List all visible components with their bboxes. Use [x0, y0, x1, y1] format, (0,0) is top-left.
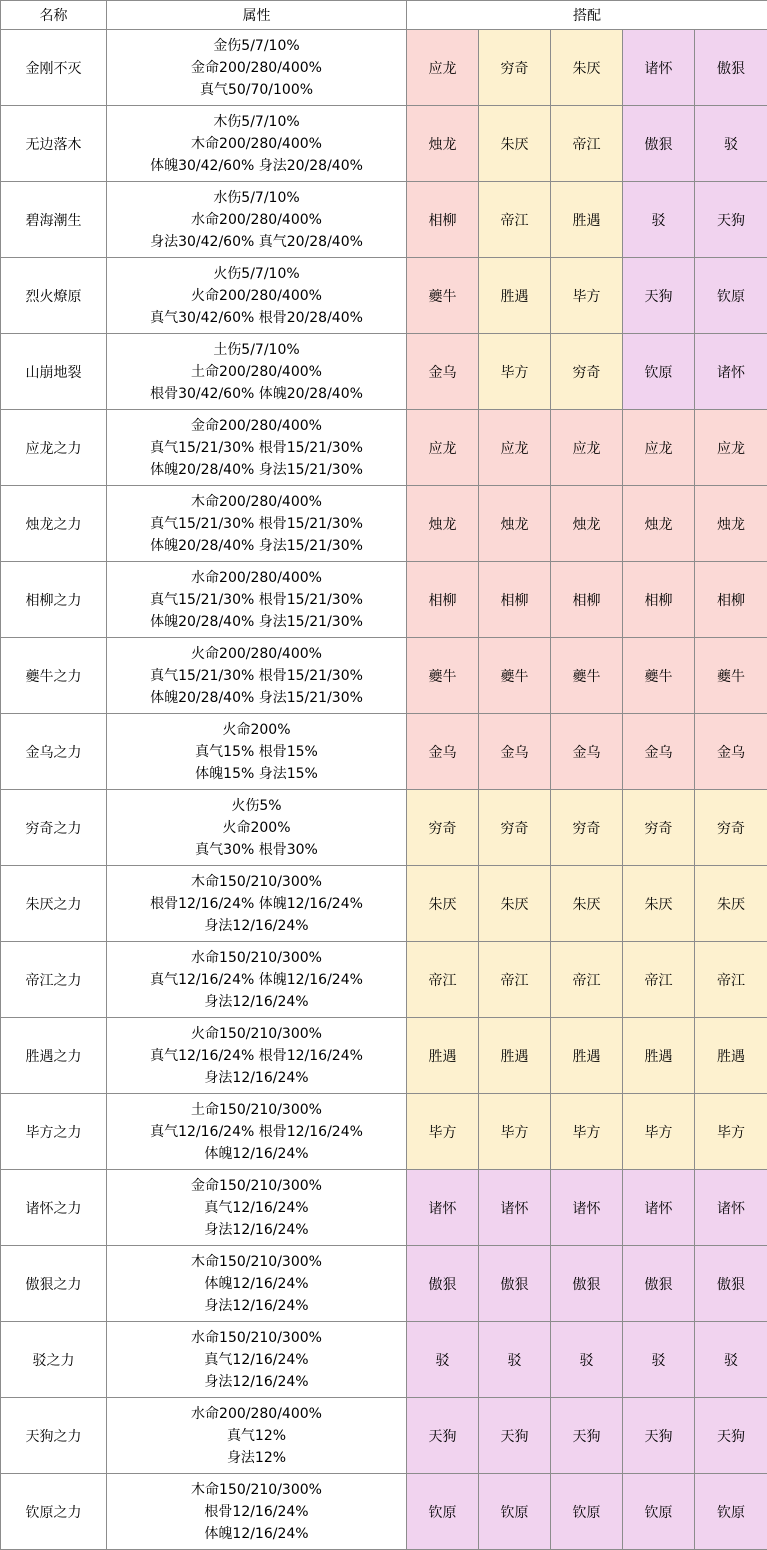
combo-cell: 相柳 [623, 562, 695, 638]
attribute-line: 身法12% [226, 1449, 287, 1466]
attribute-line: 金命200/280/400% [191, 417, 322, 434]
combo-cell: 钦原 [695, 1474, 767, 1550]
row-attributes [107, 1474, 407, 1550]
row-attributes [107, 182, 407, 258]
table-row [1, 106, 767, 182]
combo-cell: 应龙 [551, 410, 623, 486]
combo-cell: 毕方 [695, 1094, 767, 1170]
attribute-line: 真气50/70/100% [199, 81, 314, 98]
combo-cell: 朱厌 [551, 866, 623, 942]
combo-cell: 朱厌 [479, 106, 551, 182]
combo-cell: 钦原 [695, 258, 767, 334]
attribute-line: 火命200% [222, 819, 291, 836]
row-name: 山崩地裂 [1, 334, 107, 410]
table-row [1, 30, 767, 106]
attribute-line: 体魄20/28/40% 身法15/21/30% [150, 613, 363, 630]
combo-cell: 穷奇 [623, 790, 695, 866]
row-name: 应龙之力 [1, 410, 107, 486]
attribute-line: 火命200/280/400% [191, 287, 322, 304]
table-row [1, 942, 767, 1018]
header-attributes: 属性 [107, 1, 407, 30]
combo-cell: 应龙 [479, 410, 551, 486]
combo-cell: 钦原 [623, 1474, 695, 1550]
attribute-line: 木命150/210/300% [191, 1253, 322, 1270]
attribute-line: 火命200% [222, 721, 291, 738]
combo-cell: 傲狠 [623, 106, 695, 182]
combo-cell: 烛龙 [407, 486, 479, 562]
combo-cell: 诸怀 [551, 1170, 623, 1246]
attribute-line: 根骨12/16/24% [204, 1503, 309, 1520]
row-name: 金刚不灭 [1, 30, 107, 106]
attribute-line: 身法12/16/24% [204, 1373, 309, 1390]
combo-cell: 毕方 [623, 1094, 695, 1170]
row-attributes [107, 1018, 407, 1094]
row-attributes [107, 1170, 407, 1246]
row-name: 天狗之力 [1, 1398, 107, 1474]
row-attributes [107, 942, 407, 1018]
combo-cell: 天狗 [623, 1398, 695, 1474]
combo-cell: 金乌 [695, 714, 767, 790]
row-attributes [107, 1094, 407, 1170]
table-row [1, 410, 767, 486]
combo-cell: 驳 [407, 1322, 479, 1398]
row-name: 烈火燎原 [1, 258, 107, 334]
combo-cell: 夔牛 [623, 638, 695, 714]
combo-cell: 胜遇 [551, 182, 623, 258]
row-name: 胜遇之力 [1, 1018, 107, 1094]
attribute-line: 身法12/16/24% [204, 1221, 309, 1238]
combo-cell: 驳 [695, 106, 767, 182]
attribute-line: 真气12/16/24% 根骨12/16/24% [150, 1123, 363, 1140]
combo-cell: 毕方 [407, 1094, 479, 1170]
combo-cell: 穷奇 [479, 790, 551, 866]
header-row [1, 1, 767, 30]
combo-cell: 傲狠 [479, 1246, 551, 1322]
row-name: 傲狠之力 [1, 1246, 107, 1322]
combo-cell: 诸怀 [623, 1170, 695, 1246]
combo-cell: 傲狠 [407, 1246, 479, 1322]
combo-cell: 诸怀 [407, 1170, 479, 1246]
combo-cell: 驳 [623, 1322, 695, 1398]
attribute-line: 金命200/280/400% [191, 59, 322, 76]
combo-cell: 钦原 [623, 334, 695, 410]
combo-cell: 相柳 [407, 562, 479, 638]
combo-cell: 朱厌 [479, 866, 551, 942]
combo-cell: 金乌 [407, 714, 479, 790]
row-attributes [107, 790, 407, 866]
attribute-line: 真气12/16/24% [204, 1351, 309, 1368]
attribute-line: 身法12/16/24% [204, 917, 309, 934]
combo-cell: 帝江 [623, 942, 695, 1018]
table-row [1, 258, 767, 334]
attribute-line: 体魄20/28/40% 身法15/21/30% [150, 537, 363, 554]
combo-cell: 帝江 [695, 942, 767, 1018]
combo-cell: 烛龙 [407, 106, 479, 182]
combo-cell: 钦原 [551, 1474, 623, 1550]
attribute-line: 水命200/280/400% [191, 1405, 322, 1422]
combo-cell: 驳 [695, 1322, 767, 1398]
row-attributes [107, 638, 407, 714]
attribute-line: 真气15/21/30% 根骨15/21/30% [150, 515, 363, 532]
combo-cell: 帝江 [407, 942, 479, 1018]
attribute-line: 木伤5/7/10% [213, 113, 300, 130]
table-row [1, 1246, 767, 1322]
attribute-line: 木命200/280/400% [191, 135, 322, 152]
attribute-line: 真气15/21/30% 根骨15/21/30% [150, 439, 363, 456]
table-row [1, 714, 767, 790]
combo-cell: 诸怀 [695, 334, 767, 410]
row-attributes [107, 258, 407, 334]
combo-cell: 胜遇 [479, 258, 551, 334]
combo-cell: 夔牛 [407, 258, 479, 334]
combo-cell: 天狗 [407, 1398, 479, 1474]
attribute-line: 真气12/16/24% 根骨12/16/24% [150, 1047, 363, 1064]
combo-cell: 朱厌 [695, 866, 767, 942]
combo-cell: 相柳 [551, 562, 623, 638]
combo-cell: 穷奇 [551, 334, 623, 410]
table-row [1, 1474, 767, 1550]
combo-cell: 金乌 [407, 334, 479, 410]
combo-cell: 驳 [479, 1322, 551, 1398]
combo-cell: 朱厌 [551, 30, 623, 106]
attribute-line: 真气12/16/24% [204, 1199, 309, 1216]
row-attributes [107, 1322, 407, 1398]
row-name: 金乌之力 [1, 714, 107, 790]
attribute-line: 体魄20/28/40% 身法15/21/30% [150, 689, 363, 706]
header-name: 名称 [1, 1, 107, 30]
row-attributes [107, 714, 407, 790]
combo-cell: 穷奇 [551, 790, 623, 866]
table-row [1, 486, 767, 562]
combo-cell: 毕方 [551, 1094, 623, 1170]
attribute-line: 体魄15% 身法15% [195, 765, 318, 782]
table-row [1, 1170, 767, 1246]
combo-cell: 天狗 [695, 182, 767, 258]
row-name: 钦原之力 [1, 1474, 107, 1550]
combo-cell: 应龙 [695, 410, 767, 486]
row-name: 诸怀之力 [1, 1170, 107, 1246]
attribute-line: 体魄12/16/24% [204, 1275, 309, 1292]
combo-cell: 毕方 [479, 334, 551, 410]
table-row [1, 1398, 767, 1474]
combo-cell: 胜遇 [479, 1018, 551, 1094]
combo-cell: 穷奇 [407, 790, 479, 866]
attribute-line: 水伤5/7/10% [213, 189, 300, 206]
combo-cell: 傲狠 [695, 30, 767, 106]
attribute-line: 火命150/210/300% [191, 1025, 322, 1042]
combo-cell: 烛龙 [695, 486, 767, 562]
row-attributes [107, 1246, 407, 1322]
row-attributes [107, 1398, 407, 1474]
header-combos: 搭配 [407, 1, 767, 30]
combo-cell: 钦原 [407, 1474, 479, 1550]
attribute-line: 身法12/16/24% [204, 1297, 309, 1314]
combo-cell: 应龙 [407, 30, 479, 106]
combo-cell: 天狗 [623, 258, 695, 334]
combo-cell: 诸怀 [695, 1170, 767, 1246]
combo-cell: 诸怀 [623, 30, 695, 106]
table-row [1, 334, 767, 410]
combo-cell: 胜遇 [623, 1018, 695, 1094]
combo-cell: 帝江 [551, 106, 623, 182]
row-attributes [107, 562, 407, 638]
attribute-line: 火伤5% [231, 797, 282, 814]
combo-cell: 傲狠 [695, 1246, 767, 1322]
combo-cell: 夔牛 [479, 638, 551, 714]
row-attributes [107, 866, 407, 942]
combo-cell: 烛龙 [551, 486, 623, 562]
combo-cell: 毕方 [551, 258, 623, 334]
combo-cell: 朱厌 [407, 866, 479, 942]
row-attributes [107, 106, 407, 182]
attribute-line: 真气15/21/30% 根骨15/21/30% [150, 667, 363, 684]
combo-cell: 烛龙 [479, 486, 551, 562]
combo-cell: 金乌 [623, 714, 695, 790]
attribute-line: 土命200/280/400% [191, 363, 322, 380]
attribute-line: 真气30% 根骨30% [195, 841, 318, 858]
attribute-line: 真气15% 根骨15% [195, 743, 318, 760]
table-row [1, 182, 767, 258]
combo-cell: 穷奇 [479, 30, 551, 106]
attribute-line: 根骨12/16/24% 体魄12/16/24% [150, 895, 363, 912]
combo-cell: 胜遇 [407, 1018, 479, 1094]
attribute-line: 木命150/210/300% [191, 873, 322, 890]
attribute-line: 身法12/16/24% [204, 1069, 309, 1086]
combo-cell: 相柳 [407, 182, 479, 258]
attribute-line: 水命150/210/300% [191, 949, 322, 966]
combo-cell: 钦原 [479, 1474, 551, 1550]
combo-cell: 应龙 [407, 410, 479, 486]
table-row [1, 790, 767, 866]
combo-cell: 应龙 [623, 410, 695, 486]
row-name: 相柳之力 [1, 562, 107, 638]
row-name: 朱厌之力 [1, 866, 107, 942]
attribute-line: 体魄12/16/24% [204, 1525, 309, 1542]
attribute-line: 体魄30/42/60% 身法20/28/40% [150, 157, 363, 174]
attribute-line: 木命200/280/400% [191, 493, 322, 510]
combo-cell: 胜遇 [551, 1018, 623, 1094]
combo-cell: 毕方 [479, 1094, 551, 1170]
attribute-line: 体魄20/28/40% 身法15/21/30% [150, 461, 363, 478]
attribute-line: 金伤5/7/10% [213, 37, 300, 54]
combo-cell: 夔牛 [551, 638, 623, 714]
combo-cell: 驳 [551, 1322, 623, 1398]
attribute-line: 身法30/42/60% 真气20/28/40% [150, 233, 363, 250]
combo-cell: 帝江 [551, 942, 623, 1018]
combo-cell: 相柳 [695, 562, 767, 638]
combo-cell: 傲狠 [551, 1246, 623, 1322]
attribute-line: 土伤5/7/10% [213, 341, 300, 358]
attribute-line: 火伤5/7/10% [213, 265, 300, 282]
row-name: 碧海潮生 [1, 182, 107, 258]
combo-cell: 金乌 [479, 714, 551, 790]
row-name: 烛龙之力 [1, 486, 107, 562]
attribute-line: 水命150/210/300% [191, 1329, 322, 1346]
attribute-line: 真气30/42/60% 根骨20/28/40% [150, 309, 363, 326]
combo-cell: 帝江 [479, 942, 551, 1018]
row-attributes [107, 410, 407, 486]
row-name: 夔牛之力 [1, 638, 107, 714]
table-row [1, 1094, 767, 1170]
combo-cell: 胜遇 [695, 1018, 767, 1094]
attribute-line: 真气12/16/24% 体魄12/16/24% [150, 971, 363, 988]
attribute-line: 根骨30/42/60% 体魄20/28/40% [150, 385, 363, 402]
combo-cell: 夔牛 [695, 638, 767, 714]
combo-cell: 驳 [623, 182, 695, 258]
combo-cell: 天狗 [551, 1398, 623, 1474]
row-name: 毕方之力 [1, 1094, 107, 1170]
attribute-line: 体魄12/16/24% [204, 1145, 309, 1162]
attribute-line: 土命150/210/300% [191, 1101, 322, 1118]
combo-cell: 穷奇 [695, 790, 767, 866]
combo-cell: 帝江 [479, 182, 551, 258]
attribute-line: 金命150/210/300% [191, 1177, 322, 1194]
row-attributes [107, 486, 407, 562]
table-row [1, 1018, 767, 1094]
row-name: 帝江之力 [1, 942, 107, 1018]
attribute-line: 水命200/280/400% [191, 569, 322, 586]
combo-cell: 金乌 [551, 714, 623, 790]
table-row [1, 1322, 767, 1398]
combo-cell: 天狗 [695, 1398, 767, 1474]
table-row [1, 638, 767, 714]
attribute-line: 木命150/210/300% [191, 1481, 322, 1498]
row-attributes [107, 334, 407, 410]
combo-cell: 相柳 [479, 562, 551, 638]
attribute-line: 水命200/280/400% [191, 211, 322, 228]
combo-cell: 傲狠 [623, 1246, 695, 1322]
combo-cell: 天狗 [479, 1398, 551, 1474]
combo-cell: 朱厌 [623, 866, 695, 942]
table-row [1, 562, 767, 638]
row-name: 驳之力 [1, 1322, 107, 1398]
combo-cell: 诸怀 [479, 1170, 551, 1246]
attribute-line: 身法12/16/24% [204, 993, 309, 1010]
attribute-line: 真气12% [226, 1427, 287, 1444]
attribute-line: 火命200/280/400% [191, 645, 322, 662]
combo-cell: 烛龙 [623, 486, 695, 562]
combo-cell: 夔牛 [407, 638, 479, 714]
table-row [1, 866, 767, 942]
row-name: 穷奇之力 [1, 790, 107, 866]
row-name: 无边落木 [1, 106, 107, 182]
attribute-line: 真气15/21/30% 根骨15/21/30% [150, 591, 363, 608]
row-attributes [107, 30, 407, 106]
